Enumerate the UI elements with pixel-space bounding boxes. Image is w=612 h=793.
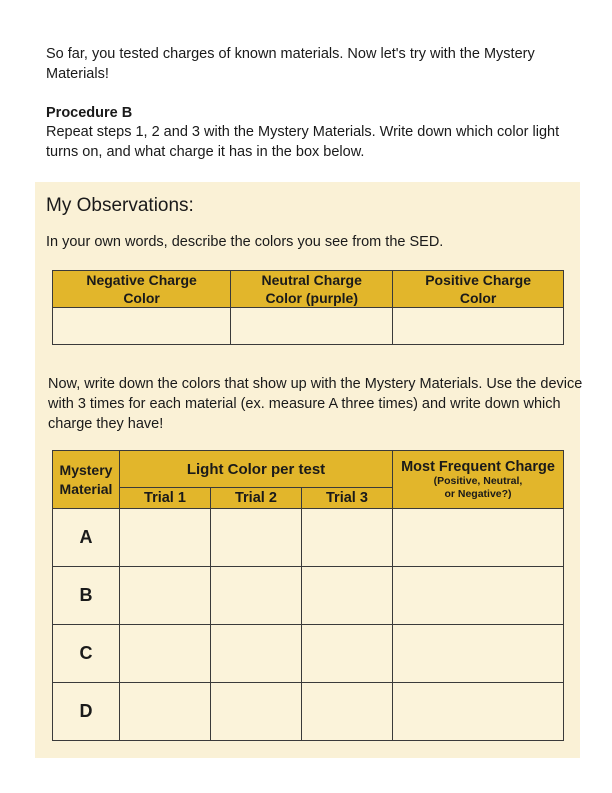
positive-charge-header bbox=[393, 271, 564, 308]
mystery-instruction: Now, write down the colors that show up with the Mystery Materials. Use the device with 3 times for each material (ex. measure A three times) and write down which charge they have! bbox=[48, 376, 583, 432]
header-line: Material bbox=[59, 480, 113, 497]
procedure-text: Repeat steps 1, 2 and 3 with the Mystery Materials. Write down which color light turns on, and what charge it has in the box below. bbox=[46, 124, 560, 160]
charge-cell[interactable] bbox=[393, 625, 564, 683]
trial-cell[interactable] bbox=[120, 567, 211, 625]
header-line: Neutral Charge bbox=[261, 272, 362, 288]
header-line: Color (purple) bbox=[265, 290, 358, 306]
material-label: C bbox=[53, 625, 120, 683]
trial-cell[interactable] bbox=[210, 625, 301, 683]
trial-cell[interactable] bbox=[210, 683, 301, 741]
table-row bbox=[53, 567, 564, 625]
header-subline: or Negative?) bbox=[444, 487, 512, 500]
charge-cell[interactable] bbox=[393, 509, 564, 567]
most-frequent-charge-header bbox=[393, 451, 564, 509]
trial-cell[interactable] bbox=[120, 683, 211, 741]
mystery-materials-table bbox=[52, 450, 564, 741]
trial-1-header: Trial 1 bbox=[120, 488, 211, 509]
header-line: Color bbox=[459, 290, 497, 306]
charge-cell[interactable] bbox=[393, 567, 564, 625]
trial-cell[interactable] bbox=[301, 567, 392, 625]
procedure-title: Procedure B bbox=[46, 105, 133, 121]
trial-cell[interactable] bbox=[120, 509, 211, 567]
positive-color-cell[interactable] bbox=[393, 308, 564, 345]
neutral-charge-header bbox=[231, 271, 393, 308]
trial-3-header: Trial 3 bbox=[301, 488, 392, 509]
trial-cell[interactable] bbox=[301, 625, 392, 683]
trial-cell[interactable] bbox=[301, 509, 392, 567]
material-label: A bbox=[53, 509, 120, 567]
table-row bbox=[53, 625, 564, 683]
header-subline: (Positive, Neutral, bbox=[433, 474, 523, 487]
trial-cell[interactable] bbox=[301, 683, 392, 741]
intro-text: So far, you tested charges of known materials. Now let's try with the Mystery Materials! bbox=[46, 46, 535, 82]
header-line: Negative Charge bbox=[86, 272, 197, 288]
negative-color-cell[interactable] bbox=[53, 308, 231, 345]
observations-title: My Observations: bbox=[46, 195, 194, 216]
material-label: D bbox=[53, 683, 120, 741]
trial-cell[interactable] bbox=[120, 625, 211, 683]
table-row bbox=[53, 509, 564, 567]
trial-cell[interactable] bbox=[210, 567, 301, 625]
light-color-header: Light Color per test bbox=[120, 451, 393, 488]
trial-cell[interactable] bbox=[210, 509, 301, 567]
header-line: Color bbox=[123, 290, 160, 306]
trial-2-header: Trial 2 bbox=[210, 488, 301, 509]
header-line: Mystery bbox=[59, 461, 113, 478]
header-line: Positive Charge bbox=[425, 272, 532, 288]
material-label: B bbox=[53, 567, 120, 625]
table-row bbox=[53, 683, 564, 741]
header-line: Most Frequent Charge bbox=[401, 458, 555, 475]
observations-instruction: In your own words, describe the colors you see from the SED. bbox=[46, 234, 444, 250]
charge-cell[interactable] bbox=[393, 683, 564, 741]
color-charge-table bbox=[52, 270, 564, 345]
neutral-color-cell[interactable] bbox=[231, 308, 393, 345]
negative-charge-header bbox=[53, 271, 231, 308]
mystery-material-header bbox=[53, 451, 120, 509]
